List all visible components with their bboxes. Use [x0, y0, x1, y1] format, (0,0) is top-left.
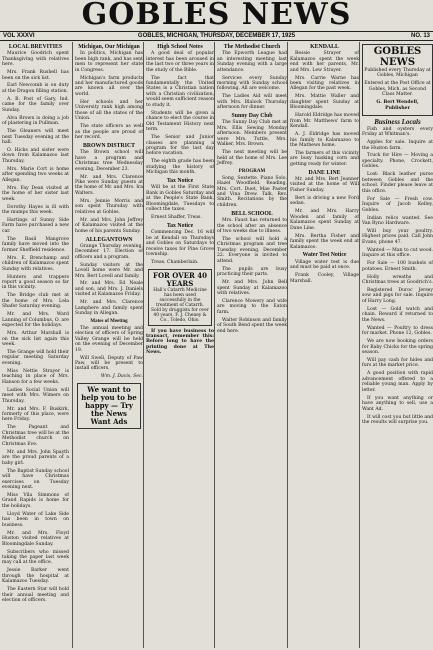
paragraph: Holly wreaths and Christmas trees at Goodrich's.: [362, 274, 433, 286]
paragraph: Mrs. E. Brenchamp and children of Kalamazoo spent Sunday with relatives.: [2, 255, 69, 272]
ad-headline: FOR OVER 40 YEARS: [152, 270, 208, 288]
column-5: [287, 42, 359, 648]
ad-body: Hall's Catarrh Medicine has been used successfully in the treatment of Catarrh. Sold by druggists for over 40 years. F. J. Cheney & Co., Toledo, Ohio.: [151, 287, 209, 323]
column-1: [2, 42, 69, 648]
paragraph-list: [75, 150, 143, 234]
paragraph: The Baptist Sunday school will have Christmas exercises on Tuesday evening next.: [2, 468, 69, 490]
paragraph: Will be at the First State Bank in Gobles Saturday and at the People's State Bank, Bloomingdale, Tuesdays to collect the taxes.: [146, 185, 214, 213]
paragraph-list: [75, 51, 143, 140]
paragraph: The Grange will hold their regular meeting Saturday evening.: [2, 350, 69, 366]
paragraph: The Bridge club met at the home of Mrs. Lela Shafer Saturday evening.: [2, 293, 69, 310]
signoff: Wm. J. Davis, Sec.: [100, 374, 143, 380]
paragraph: The Gleaners will meet next Tuesday evening at the hall.: [2, 129, 69, 146]
paragraph: Mrs. Mattie Waller and daughter spent Sunday at Bloomingdale.: [290, 94, 359, 111]
paragraph: Mr. and Mrs. Clarence Lamphere and family spent Sunday in Allegan.: [75, 300, 143, 317]
paragraph: Mrs. Carrie Warne has been visiting relatives in Allegan for the past week.: [290, 75, 359, 92]
want-ad-box: [77, 383, 141, 429]
paragraph: Wanted — Poultry to dress for market. Phone 12, Gobles.: [362, 325, 433, 337]
paragraph: Will Swell, Deputy of Paw Paw, will be present to install officers.: [75, 355, 143, 372]
paragraph: A good deal of popular interest has been aroused in the last two or three years in the study of the Bible.: [146, 51, 214, 73]
paragraph-list: [290, 177, 359, 250]
paragraph: The Sunny Day Club met at Mrs. Ellis Sewing Monday afternoon. Members present were Mrs. Tuttle, Mrs. Walker, Mrs. Brown.: [217, 120, 287, 148]
paragraph-list: [217, 51, 287, 111]
paragraph: A good position with rapid advancement offered to a reliable young man. Apply by letter.: [362, 371, 433, 393]
section-heading: The Methodist Church: [223, 44, 281, 50]
paragraph: Students will be given a chance to elect the course in Old Testament History next term.: [146, 110, 214, 133]
printing-notice: If you have business to transact, remember this: Before long to have the printing done at The News.: [146, 328, 214, 356]
paragraph: Mrs. Frank Rushell has been on the sick list.: [2, 70, 69, 81]
section-heading: Business Locals: [374, 117, 421, 126]
paragraph: Mr. and Mrs. Bert Jeanner visited at the home of Will Fisher Sunday.: [290, 177, 359, 193]
paragraph-list: [362, 127, 433, 426]
paragraph: Lloyd Water of Lake Side has been in town on business.: [2, 511, 69, 528]
paragraph: Ernest Shaffer, Treas.: [151, 215, 202, 221]
newspaper-title: GOBLES NEWS: [81, 0, 352, 32]
paragraph: Mr. and Mrs. Floyd Huston visited relatives at Bloomingdale Sunday.: [2, 530, 69, 547]
paragraph: Village water test is due and must be paid at once.: [290, 259, 359, 271]
paragraph-list: [146, 230, 214, 265]
paragraph: Ladies Social Union will meet with Mrs. Wimers on Thursday.: [2, 387, 69, 404]
paragraph-list: [217, 218, 287, 334]
paragraph: Mr. and Mrs. Ward Lanning of Columbus, O. are expected for the holidays.: [2, 312, 69, 329]
paragraph-list: [217, 176, 287, 209]
paragraph: Indian relics wanted. See Van Ryno Hardware.: [362, 215, 433, 226]
section-heading: ALLEGANTOWN: [85, 236, 133, 243]
paragraph: Harold Eldridge has moved from Mr. Matthews' farm to Kendall.: [290, 113, 359, 130]
paragraph: Michigan's farm products and her manufactured goods are known all over the world.: [75, 75, 143, 97]
paragraph: Mrs. Faust has returned to the school after an absence of two weeks due to illness.: [217, 218, 287, 234]
paragraph: Mr. and Mrs. Harry Wooden and family of Kalamazoo spent Sunday at Dane Line.: [290, 209, 359, 231]
paragraph: Mrs. Marie Cort is home after spending two weeks at Allegan.: [2, 166, 69, 183]
paragraph: Registered Duroc Jersey sow and pigs for sale. Inquire of Harry Long.: [362, 288, 433, 304]
paragraph: Walter Robinson and family of South Bend spent the week end here.: [217, 317, 287, 334]
date-label: GOBLES, MICHIGAN, THURSDAY, DECEMBER 17, 1925: [137, 33, 296, 39]
paragraph: For Sale — 100 bushels of potatoes. Ernest Smith.: [362, 261, 433, 272]
paragraph: Dorothy Hayes is ill with the mumps this week.: [2, 204, 69, 216]
paragraph: A. J. Eldridge has moved his family to Kalamazoo to the Mathews home.: [290, 132, 359, 148]
section-heading: High School Notes: [157, 44, 203, 50]
paragraph: Bert is driving a new Ford sedan.: [290, 195, 359, 207]
publisher-info: Entered at the Post Office at Gobles, Mich. as Second Class Matter.: [364, 81, 431, 98]
paragraph: Subscribers who missed taking the paper last week may call at the office.: [2, 549, 69, 566]
paragraph: Lost: Black leather purse between Gobles and the school. Finder please leave at this office.: [362, 172, 433, 194]
paragraph: Mr. and Mrs. Clarence Pike were Sunday guests at the home of Mr. and Mrs. Ira Walters.: [75, 174, 143, 196]
paragraph: The school will hold a Christmas program and tree Tuesday evening, December 22. Everyone is invited to attend.: [217, 236, 287, 264]
paragraph: Sunday visitors at the Lovell home were Mr. and Mrs. Bert Lovell and family.: [75, 262, 143, 279]
paragraph: Mrs. Bertha Fisher and family spent the week end at Kalamazoo.: [290, 233, 359, 250]
section-heading: BELL SCHOOL: [231, 210, 273, 217]
paragraph: Treas. Chamberlain.: [151, 260, 199, 266]
paragraph: Earl Newcomb is on duty at the Dragon filling station.: [2, 83, 69, 94]
section-heading: KENDALL: [310, 44, 339, 50]
paragraph: Mr. and Mrs. John Spayth are the proud parents of a baby girl.: [2, 449, 69, 466]
paragraph: The farmers of this vicinity are busy husking corn and getting ready for winter.: [290, 150, 359, 167]
paragraph-list: [75, 244, 143, 317]
paragraph: The annual meeting and election of officers of Spring Valley Grange will be held on the evening of December 19.: [75, 325, 143, 353]
paragraph: A. B. Post of Gary, Ind. came for the family over Sunday.: [2, 96, 69, 113]
publisher-name: G. Bert Wendell, Publisher: [376, 100, 419, 111]
paragraph: Will pay cash for hides and furs at the market price.: [362, 357, 433, 369]
paragraph: Lost — Gold watch and chain. Reward if returned to the News.: [362, 306, 433, 323]
column-3: [143, 42, 214, 648]
paragraph: Song, Sextette. Piano Solo, Hazel Woodfield. Reading, Mrs. Cort. Duet, Mae Paster and Vina Drew. Talk, Rev. Smith. Recitations by the children.: [217, 175, 287, 208]
paragraph: The Epworth League had an interesting meeting last Sunday evening with a large attendance.: [217, 51, 287, 73]
section-heading: PROGRAM: [238, 169, 266, 175]
paragraph: If you want anything or have anything to sell, use a Want Ad.: [362, 395, 433, 412]
section-heading: Tax Notice: [166, 223, 194, 230]
paragraph: The Senior and Junior classes are planning a program for the last day before vacation.: [146, 135, 214, 157]
paragraph-list: [146, 185, 214, 220]
paragraph: Miss Nettie Strayer is teaching in place of Mrs. Hanson for a few weeks.: [2, 368, 69, 385]
section-heading: Water Test Notice: [302, 252, 347, 259]
paragraph: Frank Cooley, Village Marshall.: [290, 273, 359, 284]
paragraph: Mrs. Arthur Marshall is on the sick list again this week.: [2, 331, 69, 348]
paragraph: The fact that fundamentally the United States is a Christian nation with a Christian civilization, would seem sufficient reason to study it.: [146, 75, 214, 108]
paragraph-list: [217, 120, 287, 166]
dateline: [0, 31, 433, 41]
section-heading: Mates of Meeting: [90, 319, 128, 325]
paragraph: Services every Sunday morning with Sunday school following. All are welcome.: [217, 75, 287, 92]
column-4: [214, 42, 287, 648]
section-heading: Michigan, Our Michigan: [78, 44, 140, 50]
paragraph: Will buy your poultry. Highest prices paid. Call John Evans, phone 47.: [362, 228, 433, 245]
paragraph: Mrs. Jennie Morris and son spent Thursday with relatives at Gobles.: [75, 198, 143, 215]
issue-number: NO. 13: [410, 33, 430, 39]
paragraph: Fish and oysters every Friday at Whitman's.: [362, 126, 433, 138]
section-heading: Sunny Day Club: [231, 113, 273, 120]
paragraph: Mr. and Mrs. John Jeffrey of Kalamazoo visited at the home of his parents Sunday.: [75, 217, 143, 234]
paragraph: In politics, Michigan has been high rank, and has sent men to represent her state in Congress.: [75, 51, 143, 73]
paragraph: Grange Thursday evening, December 17. Election of officers and a program.: [75, 243, 143, 260]
paragraph: The Ladies Aid will meet with Mrs. Blalock Thursday afternoon for dinner.: [217, 94, 287, 111]
paragraph: Hunters and trappers report a good season so far in this vicinity.: [2, 274, 69, 291]
volume-label: VOL XXXVI: [3, 33, 35, 39]
paragraph: For Sale — Fresh cow. Inquire of Jacob Kelley, Gobles.: [362, 196, 433, 213]
paragraph: Miss Vila Simmons of Grand Rapids is home for the holidays.: [2, 492, 69, 509]
want-ad-text: We want to help you to be happy — Try the News Want Ads: [81, 384, 137, 426]
column-2: [72, 42, 143, 648]
paragraph: Maurice Goodrich spent Thanksgiving with relatives here.: [2, 51, 69, 68]
paragraph: Commencing Dec. 16 will be at Kendall on Thursdays and Gobles on Saturdays to receive taxes for Pine Grove township.: [146, 230, 214, 258]
paragraph: Hartings of Sunny Side Farm have purchased a new car.: [2, 217, 69, 234]
paragraph-list: [75, 326, 143, 372]
publisher-sub: Published every Thursday at Gobles, Michigan: [364, 68, 431, 79]
section-heading: DANE LINE: [308, 169, 341, 176]
paragraph: Mr. and Mrs. F. Buskirk, formerly of this place, were here Friday.: [2, 406, 69, 423]
paragraph-list: [146, 51, 214, 176]
paragraph: Wanted — Man to cut wood. Inquire at this office.: [362, 247, 433, 259]
column-6: [359, 42, 433, 648]
paragraph: Truck for Hire — Moving a specialty. Phone, Crockett, Gobles.: [362, 153, 433, 170]
paragraph-list: [290, 51, 359, 167]
paragraph: The next meeting will be held at the home of Mrs. Lee Jeffrey.: [217, 150, 287, 167]
paragraph: Apples for sale. Inquire at the Huston farm.: [362, 140, 433, 151]
publisher-title: GOBLES NEWS: [373, 46, 422, 68]
paragraph: O. Hicks and sister were down from Kalamazoo last Thursday.: [2, 148, 69, 164]
section-heading: LOCAL BREVITIES: [8, 44, 63, 50]
paragraph: Mr. and Mrs. John Bell spent Sunday at Kalamazoo with relatives.: [217, 280, 287, 297]
paragraph: Clarence Mowery and wife are moving to the Eaton farm.: [217, 298, 287, 315]
paragraph: We are now booking orders for Baby Chicks for the spring season.: [362, 339, 433, 356]
paragraph: Her schools and her University rank high among those of all the states of the Union.: [75, 99, 143, 122]
paragraph-list: [290, 260, 359, 284]
paragraph: It will cost you but little and the results will surprise you.: [362, 414, 433, 426]
publisher-box: [362, 44, 433, 116]
section-heading: BROWN DISTRICT: [82, 143, 136, 149]
paragraph: The Eastern Star will hold their annual meeting and election of officers.: [2, 587, 69, 604]
medicine-ad: [148, 269, 212, 326]
paragraph: Alva Brown is doing a job of plastering in Pullman.: [2, 115, 69, 127]
paragraph: The state officers as well as the people are proud of her record.: [75, 124, 143, 141]
paragraph: The Pageant and Christmas tree will be at the Methodist church on Christmas Eve.: [2, 425, 69, 447]
paragraph: Bessie Strayer of Kalamazoo spent the week end with her parents, Mr. and Mrs. Lew Strayer.: [290, 51, 359, 73]
paragraph: Mr. and Mrs. Ed Neale and son, and Mrs. J. Daniels visited at Kalamazoo Friday.: [75, 281, 143, 298]
paragraph: The pupils are busy practicing their parts.: [217, 266, 287, 278]
paragraph: Mrs. Fay Dean visited at the home of her sister last week.: [2, 185, 69, 202]
paragraph-list: [2, 51, 69, 603]
paragraph: The Brown school will have a program and Christmas tree Wednesday evening, December 23.: [75, 150, 143, 172]
paragraph: The eighth grade has been studying the history of Michigan this month.: [146, 159, 214, 176]
paragraph: Jessie Barker went through the hospital at Kalamazoo Tuesday.: [2, 568, 69, 585]
masthead: [0, 0, 433, 40]
section-heading: Tax Notice: [166, 178, 194, 185]
paragraph: The Basil Mangrove family have moved into the former Sheffield residence.: [2, 236, 69, 253]
